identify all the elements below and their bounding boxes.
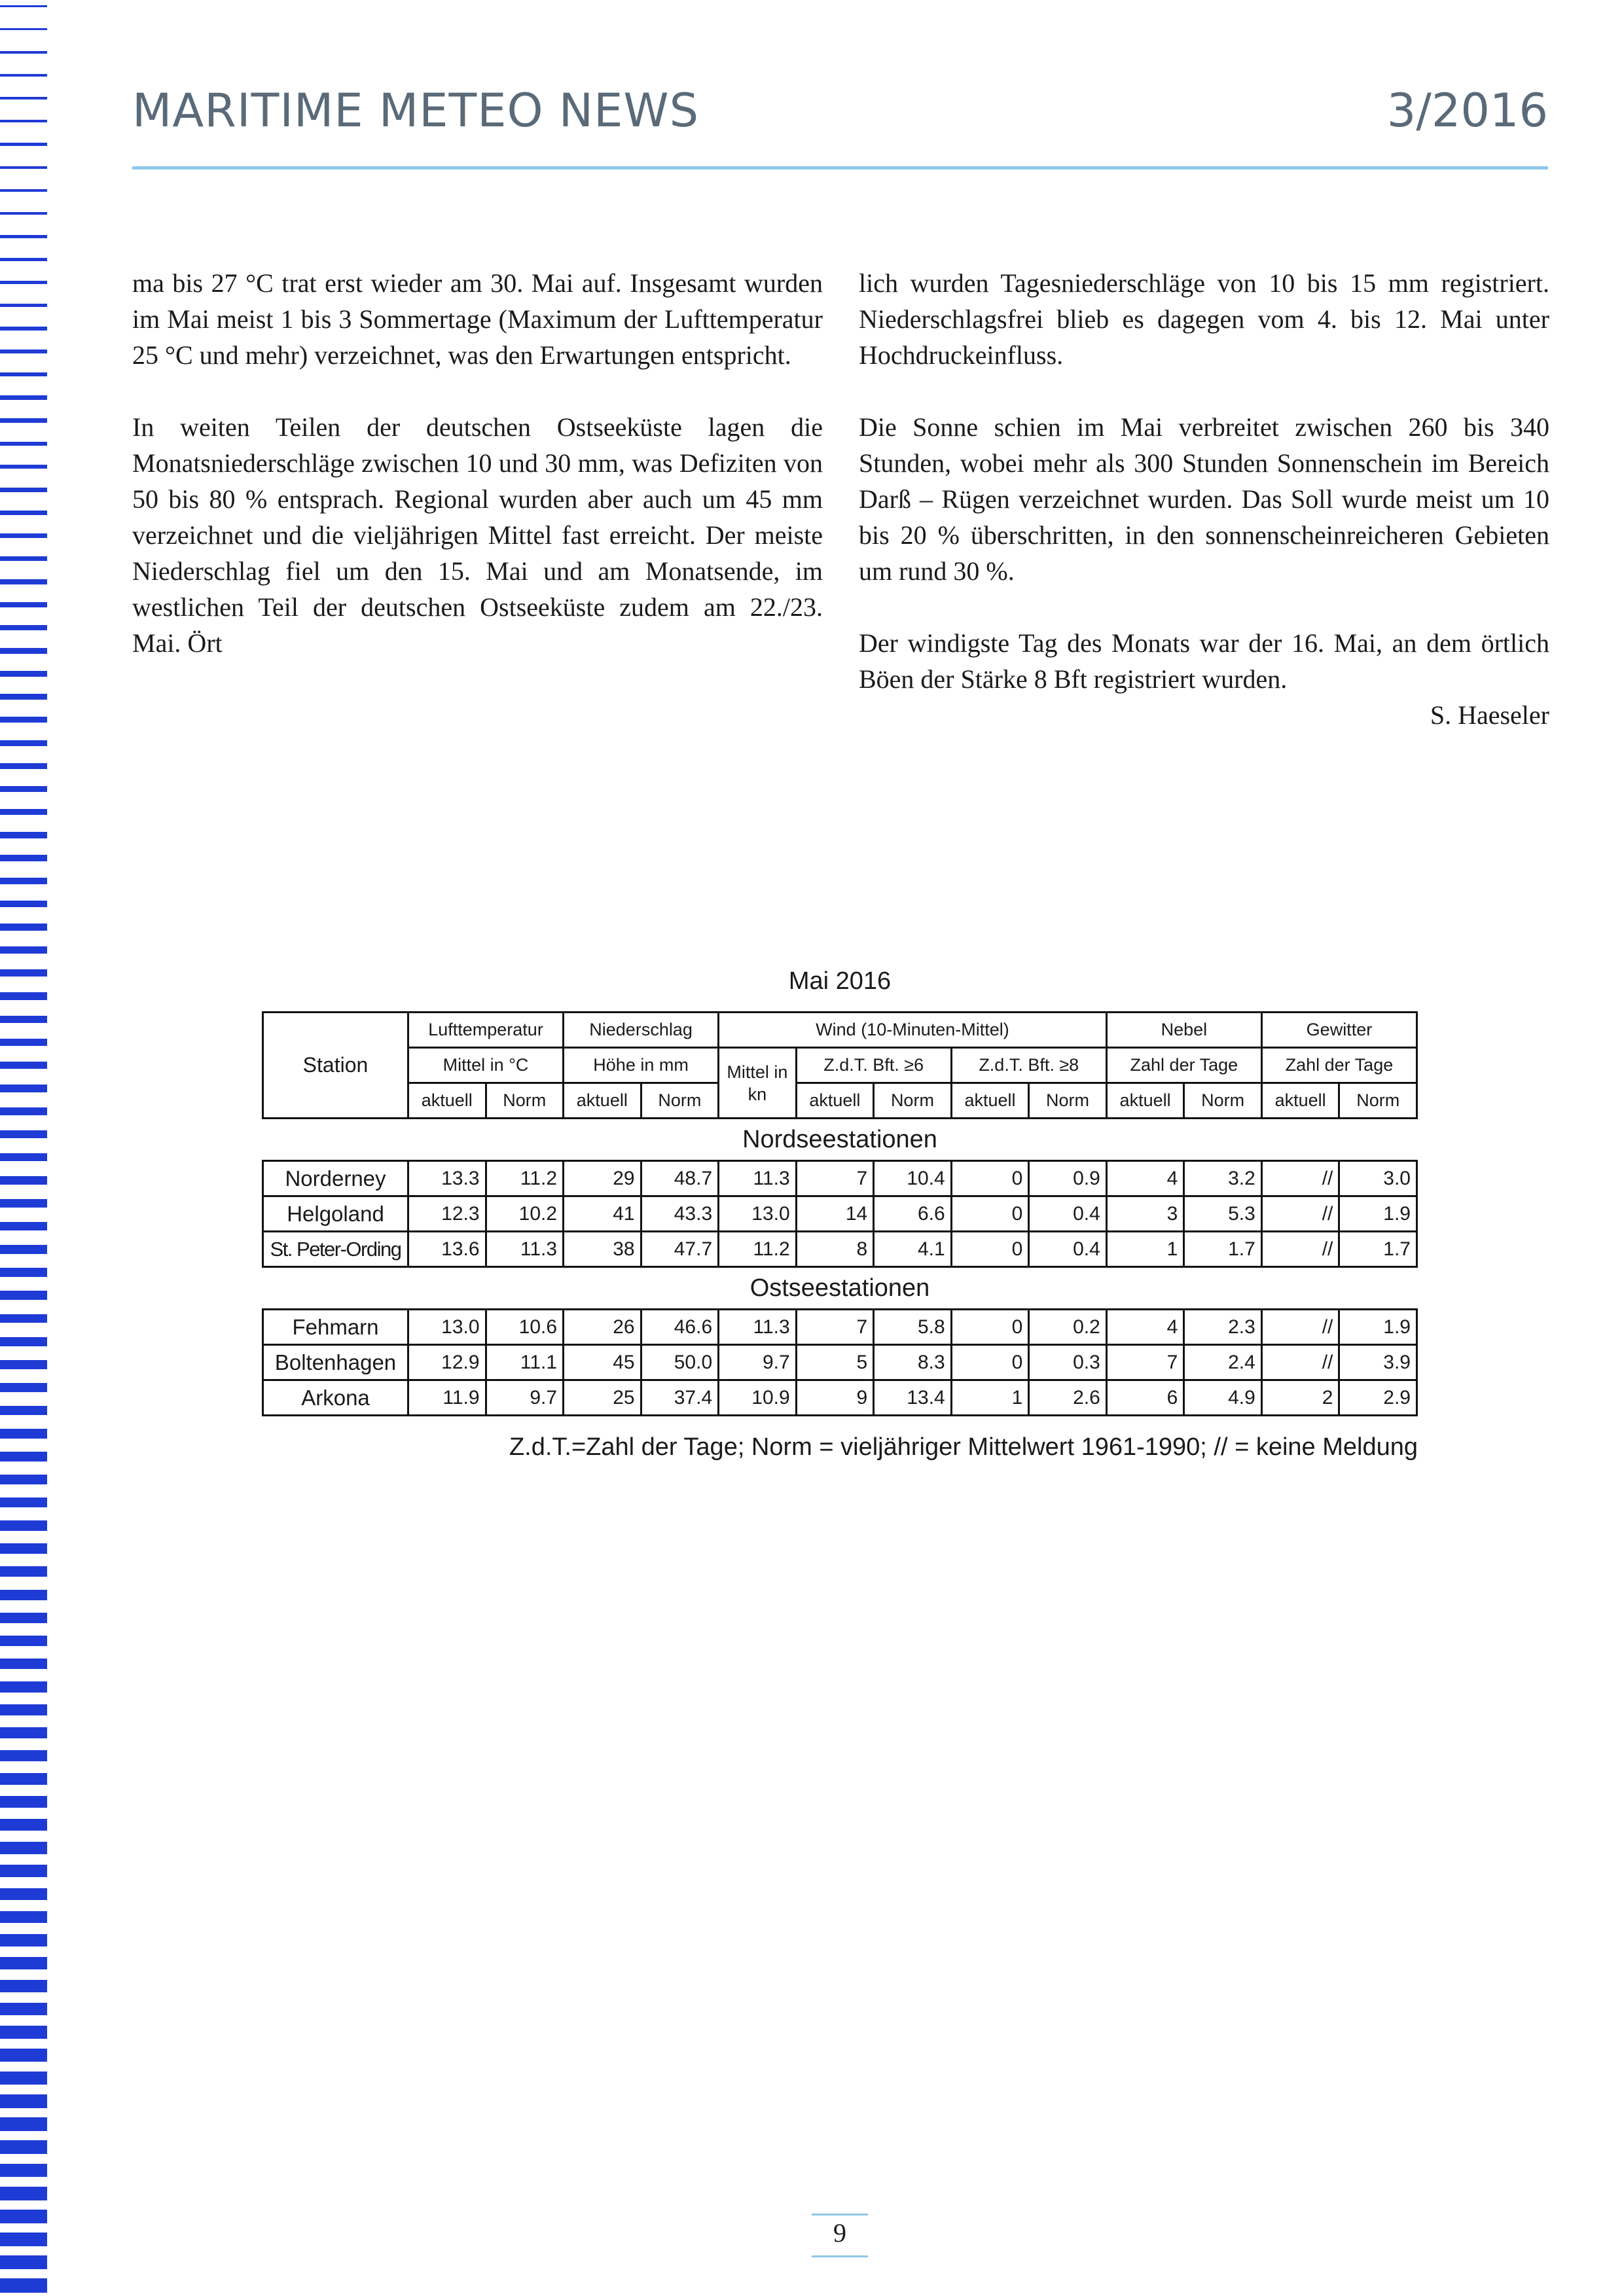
table-cell: 1.9 xyxy=(1339,1310,1417,1345)
table-cell: 5.3 xyxy=(1184,1196,1262,1232)
table-cell: 7 xyxy=(796,1310,874,1345)
table-cell: 5.8 xyxy=(874,1310,952,1345)
header-norm: Norm xyxy=(1339,1083,1417,1119)
page-number: 9 xyxy=(833,2218,846,2248)
table-cell: 0.2 xyxy=(1029,1310,1107,1345)
station-name: Fehmarn xyxy=(263,1310,408,1345)
stripe-bar xyxy=(0,1727,47,1738)
table-cell: 10.6 xyxy=(486,1310,564,1345)
table-cell: 50.0 xyxy=(641,1345,719,1380)
stripe-bar xyxy=(0,143,47,145)
stripe-bar xyxy=(0,5,47,7)
table-cell: 6.6 xyxy=(874,1196,952,1232)
table-cell: 11.3 xyxy=(486,1232,564,1267)
stripe-bar xyxy=(0,924,47,931)
table-cell: 4.9 xyxy=(1184,1380,1262,1416)
table-cell: 11.9 xyxy=(408,1380,486,1416)
table-cell: 11.2 xyxy=(719,1232,797,1267)
header-norm: Norm xyxy=(641,1083,719,1119)
table-cell: 0 xyxy=(951,1310,1029,1345)
table-cell: 1 xyxy=(951,1380,1029,1416)
table-cell: 10.4 xyxy=(874,1161,952,1196)
stripe-bar xyxy=(0,1659,47,1670)
table-cell: 9 xyxy=(796,1380,874,1416)
newsletter-title: MARITIME METEO NEWS xyxy=(132,84,700,137)
table-cell: 43.3 xyxy=(641,1196,719,1232)
stripe-bar xyxy=(0,855,47,861)
stripe-bar xyxy=(0,1085,47,1092)
stripe-bar xyxy=(0,166,47,169)
table-cell: 1.7 xyxy=(1184,1232,1262,1267)
table-cell: 13.3 xyxy=(408,1161,486,1196)
stripe-bar xyxy=(0,1520,47,1530)
stripe-bar xyxy=(0,2233,47,2246)
table-cell: 2.3 xyxy=(1184,1310,1262,1345)
table-cell: 13.4 xyxy=(874,1380,952,1416)
table-cell: 0 xyxy=(951,1161,1029,1196)
table-cell: 1.9 xyxy=(1339,1196,1417,1232)
decorative-side-stripe xyxy=(0,0,47,2296)
table-cell: 41 xyxy=(564,1196,641,1232)
stripe-bar xyxy=(0,602,47,607)
section-title-ostsee: Ostseestationen xyxy=(749,1274,930,1302)
stripe-bar xyxy=(0,1016,47,1023)
table-cell: 48.7 xyxy=(641,1161,719,1196)
stripe-bar xyxy=(0,258,47,261)
stripe-bar xyxy=(0,1062,47,1069)
table-cell: 11.3 xyxy=(719,1161,797,1196)
section-title-nordsee: Nordseestationen xyxy=(742,1126,937,1153)
header-lufttemperatur: Lufttemperatur xyxy=(408,1013,563,1048)
table-row xyxy=(263,1310,1417,1345)
header-aktuell: aktuell xyxy=(564,1083,641,1119)
stripe-bar xyxy=(0,1773,47,1785)
station-name: Helgoland xyxy=(263,1196,408,1232)
table-cell: 8 xyxy=(796,1232,874,1267)
stripe-bar xyxy=(0,2164,47,2178)
stripe-bar xyxy=(0,1957,47,1969)
stripe-bar xyxy=(0,1543,47,1554)
table-cell: 1.7 xyxy=(1339,1232,1417,1267)
stripe-bar xyxy=(0,488,47,492)
table-section-nordsee xyxy=(262,1160,1418,1268)
stripe-bar xyxy=(0,2026,47,2039)
stripe-bar xyxy=(0,2255,47,2270)
issue-number: 3/2016 xyxy=(1386,84,1548,137)
table-cell: 4.1 xyxy=(874,1232,952,1267)
table-cell: 3.9 xyxy=(1339,1345,1417,1380)
header-norm: Norm xyxy=(1029,1083,1107,1119)
table-cell: 2.6 xyxy=(1029,1380,1107,1416)
stripe-bar xyxy=(0,465,47,469)
table-row xyxy=(263,1345,1417,1380)
stripe-bar xyxy=(0,395,47,399)
stripe-bar xyxy=(0,1911,47,1924)
stripe-bar xyxy=(0,1130,47,1138)
table-cell: // xyxy=(1261,1196,1339,1232)
table-section-ostsee xyxy=(262,1308,1418,1416)
table-cell: 9.7 xyxy=(719,1345,797,1380)
stripe-bar xyxy=(0,120,47,122)
table-cell: 5 xyxy=(796,1345,874,1380)
table-cell: 0 xyxy=(951,1345,1029,1380)
table-row xyxy=(263,1196,1417,1232)
header-mittel-kn: Mittel in kn xyxy=(719,1048,797,1119)
stripe-bar xyxy=(0,350,47,353)
stripe-bar xyxy=(0,235,47,238)
table-cell: 3 xyxy=(1106,1196,1184,1232)
header-bft6: Z.d.T. Bft. ≥6 xyxy=(796,1048,951,1083)
stripe-bar xyxy=(0,1704,47,1715)
stripe-bar xyxy=(0,1613,47,1623)
table-cell: 1 xyxy=(1106,1232,1184,1267)
table-cell: 0.9 xyxy=(1029,1161,1107,1196)
stripe-bar xyxy=(0,511,47,515)
text-column-right xyxy=(859,265,1549,733)
table-cell: 3.0 xyxy=(1339,1161,1417,1196)
header-nebel: Nebel xyxy=(1106,1013,1261,1048)
stripe-bar xyxy=(0,372,47,376)
stripe-bar xyxy=(0,809,47,816)
stripe-bar xyxy=(0,946,47,954)
stripe-bar xyxy=(0,1865,47,1876)
stripe-bar xyxy=(0,2094,47,2108)
stripe-bar xyxy=(0,1475,47,1484)
page-number-rule xyxy=(812,2214,868,2215)
table-cell: 3.2 xyxy=(1184,1161,1262,1196)
stripe-bar xyxy=(0,97,47,99)
table-cell: 13.6 xyxy=(408,1232,486,1267)
header-aktuell: aktuell xyxy=(1106,1083,1184,1119)
table-cell: 46.6 xyxy=(641,1310,719,1345)
header-gewitter-tage: Zahl der Tage xyxy=(1261,1048,1416,1083)
table-cell: 14 xyxy=(796,1196,874,1232)
table-cell: // xyxy=(1261,1232,1339,1267)
stripe-bar xyxy=(0,2187,47,2200)
stripe-bar xyxy=(0,1383,47,1392)
table-cell: 38 xyxy=(564,1232,641,1267)
stripe-bar xyxy=(0,969,47,977)
stripe-bar xyxy=(0,281,47,284)
stripe-bar xyxy=(0,648,47,653)
stripe-bar xyxy=(0,832,47,838)
station-name: Norderney xyxy=(263,1161,408,1196)
stripe-bar xyxy=(0,2003,47,2015)
stripe-bar xyxy=(0,1796,47,1808)
table-footnote: Z.d.T.=Zahl der Tage; Norm = vieljähriger Mittelwert 1961-1990; // = keine Meldung xyxy=(509,1433,1418,1461)
table-cell: // xyxy=(1261,1345,1339,1380)
stripe-bar xyxy=(0,51,47,53)
stripe-bar xyxy=(0,2140,47,2154)
header-aktuell: aktuell xyxy=(796,1083,874,1119)
table-cell: 29 xyxy=(564,1161,641,1196)
stripe-bar xyxy=(0,763,47,769)
stripe-bar xyxy=(0,212,47,215)
table-cell: // xyxy=(1261,1161,1339,1196)
header-niederschlag: Niederschlag xyxy=(564,1013,719,1048)
author-signature: S. Haeseler xyxy=(1430,700,1549,730)
paragraph: lich wurden Tagesniederschläge von 10 bis 15 mm registriert. Niederschlagsfrei blieb es dagegen vom 4. bis 12. Mai unter Hochdruckeinfluss. xyxy=(859,268,1549,370)
station-name: Boltenhagen xyxy=(263,1345,408,1380)
stripe-bar xyxy=(0,878,47,884)
stripe-bar xyxy=(0,740,47,746)
table-cell: 47.7 xyxy=(641,1232,719,1267)
table-cell: 26 xyxy=(564,1310,641,1345)
stripe-bar xyxy=(0,1819,47,1831)
table-cell: 8.3 xyxy=(874,1345,952,1380)
table-cell: 10.9 xyxy=(719,1380,797,1416)
table-cell: 11.1 xyxy=(486,1345,564,1380)
stripe-bar xyxy=(0,304,47,307)
table-cell: 0.3 xyxy=(1029,1345,1107,1380)
header-hoehe-mm: Höhe in mm xyxy=(564,1048,719,1083)
stripe-bar xyxy=(0,1039,47,1047)
stripe-bar xyxy=(0,671,47,676)
stripe-bar xyxy=(0,625,47,630)
stripe-bar xyxy=(0,1245,47,1253)
stripe-bar xyxy=(0,189,47,192)
table-cell: // xyxy=(1261,1310,1339,1345)
header-norm: Norm xyxy=(1184,1083,1262,1119)
table-cell: 9.7 xyxy=(486,1380,564,1416)
stripe-bar xyxy=(0,1153,47,1161)
table-row xyxy=(263,1380,1417,1416)
station-name: St. Peter-Ording xyxy=(263,1232,408,1267)
table-header xyxy=(262,1011,1418,1119)
stripe-bar xyxy=(0,1498,47,1507)
stripe-bar xyxy=(0,1107,47,1115)
table-cell: 2.4 xyxy=(1184,1345,1262,1380)
stripe-bar xyxy=(0,1590,47,1600)
stripe-bar xyxy=(0,1337,47,1346)
paragraph: Die Sonne schien im Mai verbreitet zwischen 260 bis 340 Stunden, wobei mehr als 300 Stunden Sonnenschein im Bereich Darß – Rügen verzeichnet wurden. Das Soll wurde meist um 10 bis 20 % überschritten, in den sonnenscheinreicheren Gebieten um rund 30 %. xyxy=(859,412,1549,586)
stripe-bar xyxy=(0,1429,47,1439)
table-cell: 45 xyxy=(564,1345,641,1380)
header-wind: Wind (10-Minuten-Mittel) xyxy=(719,1013,1107,1048)
stripe-bar xyxy=(0,694,47,700)
table-cell: 13.0 xyxy=(408,1310,486,1345)
station-name: Arkona xyxy=(263,1380,408,1416)
stripe-bar xyxy=(0,1199,47,1208)
stripe-bar xyxy=(0,2210,47,2223)
table-cell: 2 xyxy=(1261,1380,1339,1416)
table-cell: 7 xyxy=(796,1161,874,1196)
stripe-bar xyxy=(0,1980,47,1992)
table-cell: 25 xyxy=(564,1380,641,1416)
paragraph: In weiten Teilen der deutschen Ostseeküste lagen die Monatsniederschläge zwischen 10 und 30 mm, was Defiziten von 50 bis 80 % entsprach. Regional wurden aber auch um 45 mm verzeichnet und die vieljährigen Mittel fast erreicht. Der meiste Niederschlag fiel um den 15. Mai und am Monatsende, im westlichen Teil der deutschen Ostseeküste zudem am 22./23. Mai. Ört xyxy=(132,412,823,658)
stripe-bar xyxy=(0,442,47,446)
stripe-bar xyxy=(0,2049,47,2062)
stripe-bar xyxy=(0,1222,47,1230)
stripe-bar xyxy=(0,1842,47,1854)
stripe-bar xyxy=(0,1681,47,1693)
stripe-bar xyxy=(0,1888,47,1901)
table-cell: 4 xyxy=(1106,1310,1184,1345)
table-cell: 12.3 xyxy=(408,1196,486,1232)
stripe-bar xyxy=(0,1291,47,1300)
stripe-bar xyxy=(0,717,47,723)
stripe-bar xyxy=(0,1176,47,1185)
header-aktuell: aktuell xyxy=(1261,1083,1339,1119)
table-cell: 0.4 xyxy=(1029,1232,1107,1267)
table-cell: 11.2 xyxy=(486,1161,564,1196)
header-aktuell: aktuell xyxy=(408,1083,486,1119)
text-column-left xyxy=(132,265,823,661)
header-norm: Norm xyxy=(486,1083,564,1119)
stripe-bar xyxy=(0,579,47,584)
table-row xyxy=(263,1232,1417,1267)
header-nebel-tage: Zahl der Tage xyxy=(1106,1048,1261,1083)
paragraph: ma bis 27 °C trat erst wieder am 30. Mai auf. Insgesamt wurden im Mai meist 1 bis 3 Sommertage (Maximum der Lufttemperatur 25 °C und mehr) verzeichnet, was den Erwartungen entspricht. xyxy=(132,268,823,370)
table-cell: 12.9 xyxy=(408,1345,486,1380)
table-cell: 6 xyxy=(1106,1380,1184,1416)
stripe-bar xyxy=(0,2278,47,2293)
header-bft8: Z.d.T. Bft. ≥8 xyxy=(951,1048,1106,1083)
stripe-bar xyxy=(0,1360,47,1369)
stripe-bar xyxy=(0,533,47,538)
table-cell: 0 xyxy=(951,1196,1029,1232)
stripe-bar xyxy=(0,556,47,562)
table-title: Mai 2016 xyxy=(788,967,892,995)
page-number-rule xyxy=(812,2255,868,2257)
stripe-bar xyxy=(0,2117,47,2130)
stripe-bar xyxy=(0,1452,47,1462)
stripe-bar xyxy=(0,1268,47,1276)
stripe-bar xyxy=(0,1566,47,1577)
table-cell: 4 xyxy=(1106,1161,1184,1196)
table-cell: 11.3 xyxy=(719,1310,797,1345)
stripe-bar xyxy=(0,786,47,792)
header-station: Station xyxy=(263,1013,408,1119)
stripe-bar xyxy=(0,1934,47,1946)
stripe-bar xyxy=(0,901,47,907)
header-norm: Norm xyxy=(874,1083,952,1119)
table-cell: 0 xyxy=(951,1232,1029,1267)
weather-table xyxy=(262,1011,1418,1416)
stripe-bar xyxy=(0,1314,47,1323)
header-divider xyxy=(132,166,1548,170)
table-row xyxy=(263,1161,1417,1196)
stripe-bar xyxy=(0,1406,47,1416)
header-aktuell: aktuell xyxy=(951,1083,1029,1119)
table-cell: 0.4 xyxy=(1029,1196,1107,1232)
table-cell: 7 xyxy=(1106,1345,1184,1380)
table-cell: 2.9 xyxy=(1339,1380,1417,1416)
table-cell: 37.4 xyxy=(641,1380,719,1416)
paragraph: Der windigste Tag des Monats war der 16. Mai, an dem örtlich Böen der Stärke 8 Bft registriert wurden. xyxy=(859,628,1549,694)
header-mittel-c: Mittel in °C xyxy=(408,1048,563,1083)
header-gewitter: Gewitter xyxy=(1261,1013,1416,1048)
table-cell: 10.2 xyxy=(486,1196,564,1232)
stripe-bar xyxy=(0,418,47,422)
stripe-bar xyxy=(0,1636,47,1646)
stripe-bar xyxy=(0,992,47,999)
stripe-bar xyxy=(0,327,47,331)
stripe-bar xyxy=(0,74,47,77)
stripe-bar xyxy=(0,28,47,30)
stripe-bar xyxy=(0,2072,47,2085)
stripe-bar xyxy=(0,1750,47,1761)
table-cell: 13.0 xyxy=(719,1196,797,1232)
